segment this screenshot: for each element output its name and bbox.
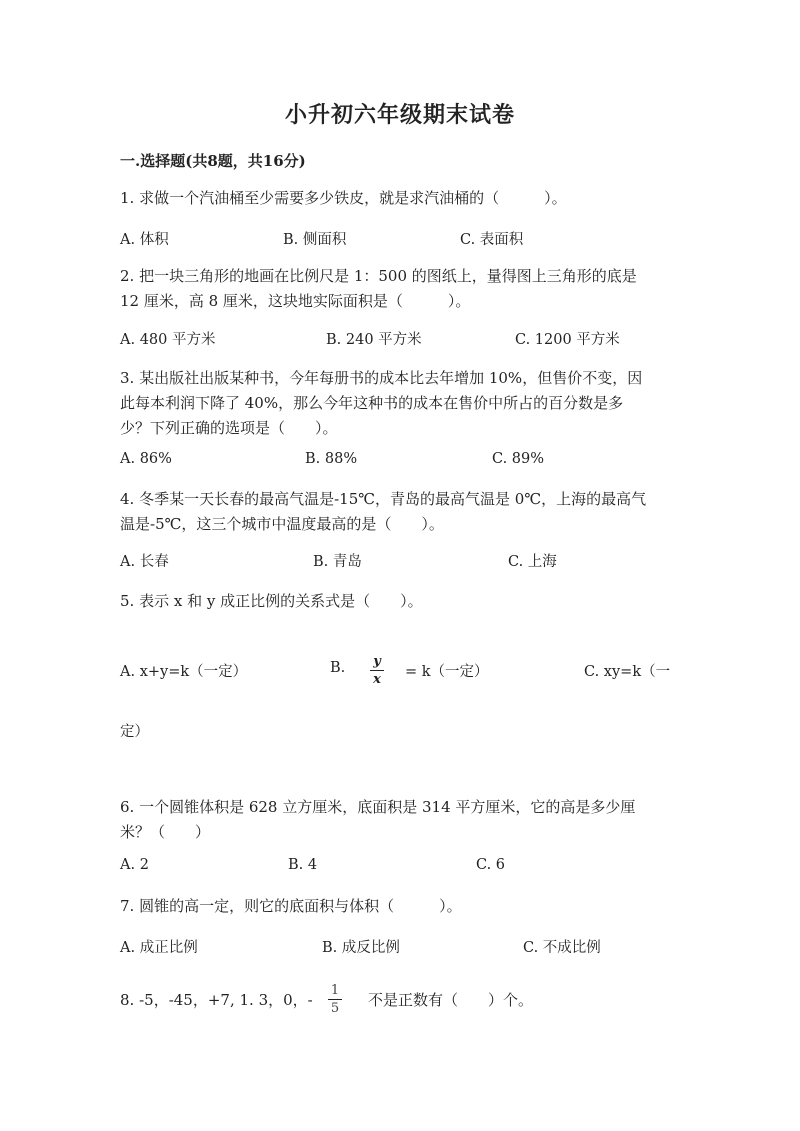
page-title: 小升初六年级期末试卷	[284, 102, 515, 128]
question-2-line-2: 12 厘米，高 8 厘米，这块地实际面积是（ ）。	[120, 292, 471, 310]
fraction-denominator: x	[373, 672, 381, 687]
question-3-line-2: 此每本利润下降了 40%，那么今年这种书的成本在售价中所占的百分数是多	[120, 394, 624, 412]
q5-option-b-fraction	[370, 654, 384, 687]
fraction-denominator: 5	[330, 1001, 340, 1016]
q5-option-a[interactable]: A. x+y=k（一定）	[120, 664, 248, 680]
q7-option-c[interactable]: C. 不成比例	[523, 940, 601, 956]
question-8-text-end: 不是正数有（ ）个。	[368, 991, 534, 1009]
q2-option-b[interactable]: B. 240 平方米	[326, 332, 422, 348]
question-2-line-1: 2. 把一块三角形的地画在比例尺是 1：500 的图纸上，量得图上三角形的底是	[120, 267, 637, 285]
q4-option-a[interactable]: A. 长春	[120, 554, 169, 570]
question-6-line-1: 6. 一个圆锥体积是 628 立方厘米，底面积是 314 平方厘米，它的高是多少厘	[120, 798, 636, 816]
section-heading: 一.选择题(共8题，共16分)	[120, 152, 306, 170]
question-1-text: 1. 求做一个汽油桶至少需要多少铁皮，就是求汽油桶的（ ）。	[120, 189, 567, 207]
q4-option-c[interactable]: C. 上海	[508, 554, 557, 570]
question-6-line-2: 米？（ ）	[120, 823, 211, 841]
question-3-line-1: 3. 某出版社出版某种书，今年每册书的成本比去年增加 10%，但售价不变，因	[120, 369, 643, 387]
q6-option-b[interactable]: B. 4	[288, 857, 318, 873]
question-8-text-start: 8. -5，-45，+7, 1. 3，0，-	[120, 991, 313, 1009]
q3-option-a[interactable]: A. 86%	[120, 451, 172, 467]
q5-option-c[interactable]: C. xy=k（一	[584, 664, 671, 680]
q6-option-c[interactable]: C. 6	[476, 857, 506, 873]
question-4-line-1: 4. 冬季某一天长春的最高气温是-15℃，青岛的最高气温是 0℃，上海的最高气	[120, 490, 647, 508]
q6-option-a[interactable]: A. 2	[120, 857, 149, 873]
fraction-bar	[328, 999, 342, 1000]
q7-option-b[interactable]: B. 成反比例	[322, 940, 400, 956]
q5-option-b-expression: = k（一定）	[405, 664, 489, 680]
question-1	[120, 186, 680, 211]
question-7-text: 7. 圆锥的高一定，则它的底面积与体积（ ）。	[120, 897, 462, 915]
q2-option-a[interactable]: A. 480 平方米	[120, 332, 216, 348]
question-6	[120, 795, 680, 845]
q2-option-c[interactable]: C. 1200 平方米	[515, 332, 620, 348]
q5-option-c-continued: 定）	[120, 724, 149, 740]
fraction-bar	[370, 670, 384, 671]
question-5-text: 5. 表示 x 和 y 成正比例的关系式是（ ）。	[120, 592, 423, 610]
q4-option-b[interactable]: B. 青岛	[313, 554, 362, 570]
question-8	[120, 988, 313, 1013]
fraction-numerator: y	[373, 654, 381, 669]
question-4-line-2: 温是-5℃，这三个城市中温度最高的是（ ）。	[120, 515, 444, 533]
q3-option-c[interactable]: C. 89%	[492, 451, 545, 467]
q3-option-b[interactable]: B. 88%	[305, 451, 358, 467]
q1-option-a[interactable]: A. 体积	[120, 232, 169, 248]
question-4	[120, 487, 680, 537]
fraction-numerator: 1	[330, 983, 340, 998]
q5-option-b-label[interactable]: B.	[330, 660, 346, 676]
question-5	[120, 589, 680, 614]
question-2	[120, 264, 680, 314]
q7-option-a[interactable]: A. 成正比例	[120, 940, 198, 956]
question-3	[120, 366, 680, 441]
q1-option-b[interactable]: B. 侧面积	[283, 232, 347, 248]
question-3-line-3: 少？下列正确的选项是（ ）。	[120, 419, 338, 437]
q8-fraction	[328, 983, 342, 1016]
question-7	[120, 894, 680, 919]
q1-option-c[interactable]: C. 表面积	[460, 232, 524, 248]
